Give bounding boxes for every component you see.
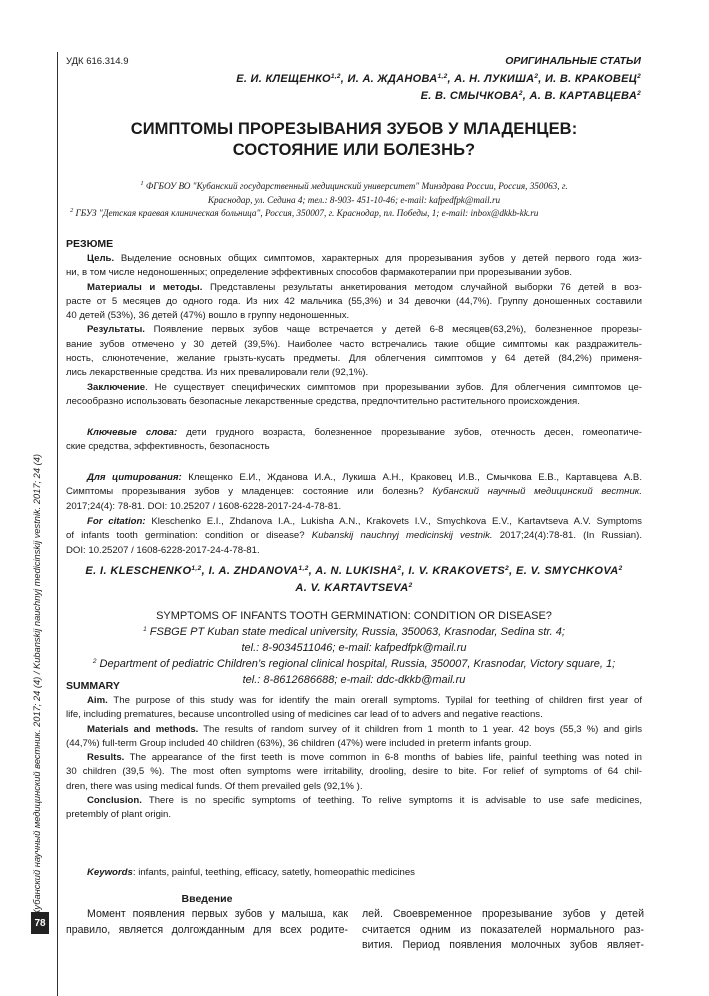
- udk-code: УДК 616.314.9: [66, 56, 129, 67]
- author-affiliation-mark: 2: [518, 90, 523, 97]
- citation-line: 2017;24(4): 78-81. DOI: 10.25207 / 1608-6228-2017-24-4-78-81.: [66, 500, 342, 512]
- article-title-en: SYMPTOMS OF INFANTS TOOTH GERMINATION: CONDITION OR DISEASE?: [156, 610, 552, 622]
- summary-line: (44,7%) full-term Group included 40 children (63%), 36 children (47%) were included in preterm infants group.: [66, 737, 532, 749]
- abstract-line: 40 детей (53%), 36 детей (47%) вошло в группу недоношенных.: [66, 310, 350, 322]
- author-affiliation-mark: 2: [637, 73, 641, 80]
- intro-column-right: [362, 907, 644, 954]
- abstract-results: Результаты. Появление первых зубов чаще встречается у детей 6-8 месяцев(63,2%), болезненное прорезы-: [87, 324, 642, 336]
- keywords-ru: Ключевые слова: дети грудного возраста, болезненное прорезывание зубов, отечность десен, гомеопатиче- ские средства, эффективность, безопасность: [66, 426, 642, 455]
- authors-ru-line: Е. В. СМЫЧКОВА$^2$, А. В. КАРТАВЦЕВА$^2$: [420, 90, 641, 102]
- abstract-ru-body: [66, 252, 642, 409]
- author-name: Е. В. СМЫЧКОВА: [420, 90, 519, 102]
- intro-heading: Введение: [181, 893, 233, 905]
- author-affiliation-mark: 2: [534, 73, 539, 80]
- keywords-line: ские средства, эффективность, безопасность: [66, 441, 270, 453]
- author-affiliation-mark: 2: [618, 565, 623, 572]
- abstract-line: ни, в том числе недоношенных; определение эффективных способов фармакотерапии при прорезывании зубов.: [66, 267, 572, 279]
- affiliation-line: Краснодар, ул. Седина 4; тел.: 8-903- 451-10-46; e-mail: kafpedfpk@mail.ru: [207, 194, 501, 205]
- author-affiliation-mark: 2: [408, 582, 413, 589]
- author-name: И. А. ЖДАНОВА: [347, 73, 438, 85]
- intro-line: вития. Период появления молочных зубов являет-: [362, 939, 644, 951]
- abstract-aim: Цель. Выделение основных общих симптомов, характерных для прорезывания зубов у детей первого года жиз-: [87, 253, 642, 264]
- intro-line: правило, является долгожданным для всех родите-: [66, 923, 348, 936]
- abstract-heading: РЕЗЮМЕ: [66, 238, 114, 250]
- summary-heading: SUMMARY: [66, 680, 120, 692]
- affiliations-ru: [66, 180, 642, 221]
- abstract-line: расте от 5 месяцев до одного года. Из них 42 мальчика (55,3%) и 34 девочки (44,7%). Группу доношенных составили: [66, 295, 642, 307]
- author-name: А. Н. ЛУКИША: [454, 73, 535, 85]
- intro-line: считается одним из показателей нормального раз-: [362, 923, 644, 936]
- title-ru-line: СИМПТОМЫ ПРОРЕЗЫВАНИЯ ЗУБОВ У МЛАДЕНЦЕВ:: [130, 120, 578, 138]
- authors-en: [66, 563, 642, 597]
- authors-en-line: [66, 580, 642, 597]
- summary-line: life, including prematures, because uncontrolled using of medicines car lead of to advers and negative reactions.: [66, 709, 543, 721]
- summary-line: dren, there was using medical funds. Of them prevailed gels (92,1% ).: [66, 780, 363, 792]
- intro-column-left: [66, 907, 348, 938]
- summary-line: pretembly of plant origin.: [66, 809, 172, 821]
- abstract-line: лесообразно использовать безопасные лекарственные средства, предпочтительно растительного происхождения.: [66, 395, 580, 407]
- author-affiliation-mark: 1,2: [191, 565, 202, 572]
- citation-line: DOI: 10.25207 / 1608-6228-2017-24-4-78-81.: [66, 544, 260, 556]
- author-name: Е. И. КЛЕЩЕНКО: [236, 73, 331, 85]
- citation-en: For citation: Kleschenko E.I., Zhdanova I.A., Lukisha A.N., Krakovets I.V., Smychkova E.V., Kartavtseva A.V. Symptoms of infants tooth germination: condition or disease? Kubanskij nauchnyj medicinskij vestnik. 2017;24(4):78-81. (In Russian). DOI: 10.25207 / 1608-6228-2017-24-4-78-81.: [66, 515, 642, 558]
- affiliation-line: $^1$ ФГБОУ ВО "Кубанский государственный медицинский университет" Минздрава России, Россия, 350063, г.: [140, 180, 568, 191]
- authors-en-line: E. I. KLESCHENKO$^{1,2}$, I. A. ZHDANOVA$^{1,2}$, A. N. LUKISHA$^2$, I. V. KRAKOVETS$^2$, E. V. SMYCHKOVA$^2$: [85, 565, 623, 577]
- abstract-line: вание зубов отмечено у 30 детей (39,5%). Наиболее часто встречались такие общие симптомы как раздражитель-: [66, 338, 642, 350]
- journal-spine-text: Кубанский научный медицинский вестник. 2017; 24 (4) / Kubanskij nauchnyj medicinskij vestnik. 2017; 24 (4): [32, 454, 42, 915]
- margin-rule: [57, 52, 58, 996]
- author-affiliation-mark: 1,2: [298, 565, 309, 572]
- summary-en-body: Aim. The purpose of this study was for identify the main orerall symptoms. Typilal for teething of children first year of life, including prematures, because uncontrolled using of medicines car lead of to advers and negative reactions. Materials and methods. The results of random survey of it children from 1 month to 1 year. 42 boys (55,3 %) and girls (44,7%) full-term Group included 40 children (63%), 36 children (47%) were included in preterm infants group. Results. The appearance of the first teeth is move common in 6-8 months of babies life, painful teething was noted in 30 children (39,5 %). The most often symptoms were irritability, drooling, desire to bite. For relief of symptoms of 64 chil- dren, there was using medical funds. Of them prevailed gels (92,1% ). Conclusion. There is no specific symptoms of teething. To relive symptoms it is advisable to use safe medicines, pretembly of plant origin.: [66, 694, 642, 823]
- page-number: 78: [31, 912, 49, 934]
- abstract-line: ность, слюнотечение, желание грызть-кусать предметы. Для облегчения симптомов у 64 детей (84,2%) применя-: [66, 353, 642, 365]
- affiliation-en-line: tel.: 8-9034511046; e-mail: kafpedfpk@mail.ru: [241, 642, 467, 654]
- abstract-line: лись лекарственные средства. Из них превалировали гели (92,1%).: [66, 367, 369, 379]
- summary-line: 30 children (39,5 %). The most often symptoms were irritability, drooling, desire to bite. For relief of symptoms of 64 chil-: [66, 766, 642, 778]
- abstract-conclusion: Заключение. Не существует специфических симптомов при прорезывании зубов. Для облегчения симптомов це-: [87, 381, 642, 393]
- author-name: A. N. LUKISHA: [315, 565, 398, 577]
- authors-ru-line: Е. И. КЛЕЩЕНКО$^{1,2}$, И. А. ЖДАНОВА$^{1,2}$, А. Н. ЛУКИША$^2$, И. В. КРАКОВЕЦ$^2$: [236, 73, 641, 85]
- authors-ru: [81, 71, 641, 105]
- author-name: A. V. KARTAVTSEVA: [295, 582, 409, 594]
- author-affiliation-mark: 1,2: [330, 73, 341, 80]
- author-name: I. V. KRAKOVETS: [408, 565, 506, 577]
- title-ru-line: СОСТОЯНИЕ ИЛИ БОЛЕЗНЬ?: [232, 141, 476, 159]
- affiliation-line: $^2$ ГБУЗ "Детская краевая клиническая больница", Россия, 350007, г. Краснодар, пл. Победы, 1; e-mail: inbox@dkkb-kk.ru: [70, 207, 539, 218]
- intro-line: Момент появления первых зубов у малыша, как: [87, 908, 348, 920]
- author-name: E. I. KLESCHENKO: [85, 565, 192, 577]
- abstract-methods: Материалы и методы. Представлены результаты анкетирования методом случайной выборки 76 детей в воз-: [87, 281, 642, 293]
- author-affiliation-mark: 1,2: [437, 73, 448, 80]
- author-affiliation-mark: 2: [637, 90, 641, 97]
- author-affiliation-mark: 2: [505, 565, 510, 572]
- section-label: ОРИГИНАЛЬНЫЕ СТАТЬИ: [505, 55, 641, 67]
- keywords-en: Keywords: infants, painful, teething, efficacy, satetly, homeopathic medicines: [87, 867, 415, 878]
- author-name: E. V. SMYCHKOVA: [516, 565, 619, 577]
- affiliation-en-line: $^2$ Department of pediatric Children’s regional clinical hospital, Russia, 350007, Krasnodar, Victory square, 1;: [92, 658, 616, 670]
- citation-ru: Для цитирования: Клещенко Е.И., Жданова И.А., Лукиша А.Н., Краковец И.В., Смычкова Е.В., Картавцева А.В. Симптомы прорезывания зубов у младенцев: состояние или болезнь? Кубанский научный медицинский вестник. 2017;24(4): 78-81. DOI: 10.25207 / 1608-6228-2017-24-4-78-81.: [66, 471, 642, 514]
- author-name: I. A. ZHDANOVA: [208, 565, 299, 577]
- affiliation-en-line: tel.: 8-8612686688; e-mail: ddc-dkkb@mail.ru: [242, 674, 466, 686]
- author-name: И. В. КРАКОВЕЦ: [544, 73, 638, 85]
- affiliation-en-line: $^1$ FSBGE PT Kuban state medical university, Russia, 350063, Krasnodar, Sedina str. 4;: [143, 626, 565, 638]
- article-title-ru: [66, 119, 642, 161]
- author-affiliation-mark: 2: [397, 565, 402, 572]
- author-name: А. В. КАРТАВЦЕВА: [529, 90, 638, 102]
- intro-line: лей. Своевременное прорезывание зубов у детей: [362, 908, 644, 920]
- title-and-affiliations-en: [66, 608, 642, 688]
